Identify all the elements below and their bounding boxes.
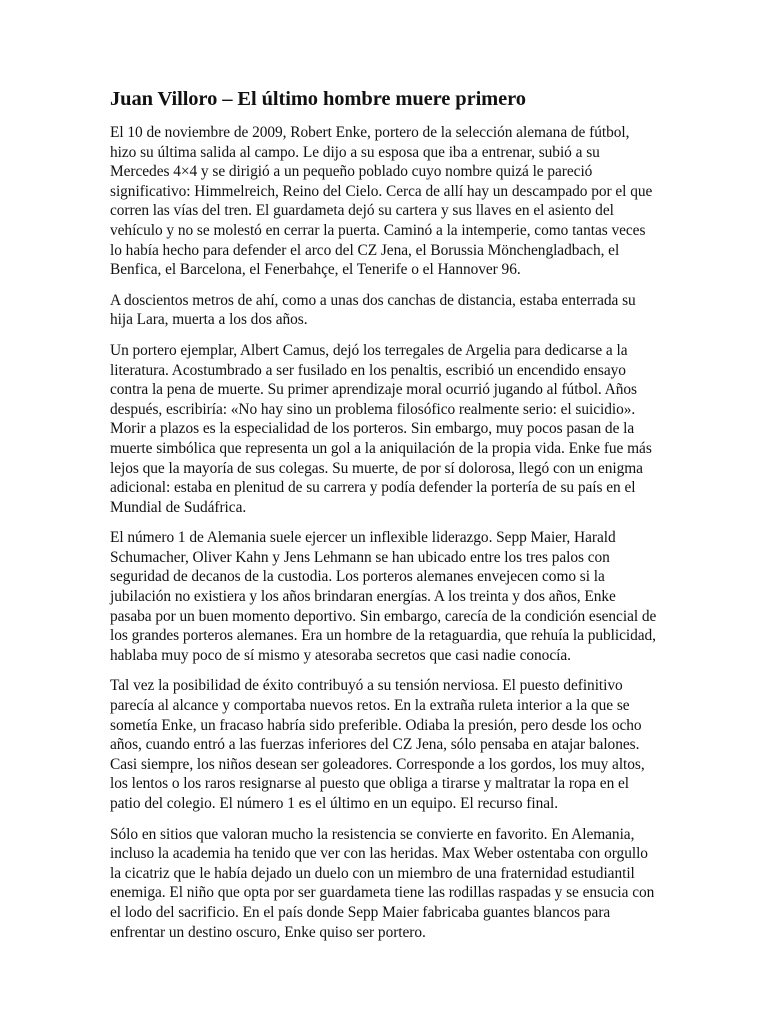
- paragraph-1: El 10 de noviembre de 2009, Robert Enke, portero de la selección alemana de fútbol, hizo su última salida al campo. Le dijo a su esposa que iba a entrenar, subió a su Mercedes 4×4 y se dirigió a un pequeño poblado cuyo nombre quizá le pareció significativo: Himmelreich, Reino del Cielo. Cerca de allí hay un descampado por el que corren las vías del tren. El guardameta dejó su cartera y sus llaves en el asiento del vehículo y no se molestó en cerrar la puerta. Caminó a la intemperie, como tantas veces lo había hecho para defender el arco del CZ Jena, el Borussia Mönchengladbach, el Benfica, el Barcelona, el Fenerbahçe, el Tenerife o el Hannover 96.: [110, 124, 653, 279]
- document-title: Juan Villoro – El último hombre muere primero: [110, 88, 526, 110]
- paragraph-2: A doscientos metros de ahí, como a unas dos canchas de distancia, estaba enterrada su hija Lara, muerta a los dos años.: [110, 291, 636, 329]
- paragraph-5: Tal vez la posibilidad de éxito contribuyó a su tensión nerviosa. El puesto definitivo parecía al alcance y comportaba nuevos retos. En la extraña ruleta interior a la que se sometía Enke, un fracaso habría sido preferible. Odiaba la presión, pero desde los ocho años, cuando entró a las fuerzas inferiores del CZ Jena, sólo pensaba en atajar balones. Casi siempre, los niños desean ser goleadores. Corresponde a los gordos, los muy altos, los lentos o los raros resignarse al puesto que obliga a tirarse y maltratar la ropa en el patio del colegio. El número 1 es el último en un equipo. El recurso final.: [110, 677, 645, 812]
- document-body: [110, 86, 658, 953]
- paragraph-6: Sólo en sitios que valoran mucho la resistencia se convierte en favorito. En Alemania, incluso la academia ha tenido que ver con las heridas. Max Weber ostentaba con orgullo la cicatriz que le había dejado un duelo con un miembro de una fraternidad estudiantil enemiga. El niño que opta por ser guardameta tiene las rodillas raspadas y se ensucia con el lodo del sacrificio. En el país donde Sepp Maier fabricaba guantes blancos para enfrentar un destino oscuro, Enke quiso ser portero.: [110, 825, 655, 941]
- paragraph-4: El número 1 de Alemania suele ejercer un inflexible liderazgo. Sepp Maier, Harald Schumacher, Oliver Kahn y Jens Lehmann se han ubicado entre los tres palos con seguridad de decanos de la custodia. Los porteros alemanes envejecen como si la jubilación no existiera y los años brindaran energías. A los treinta y dos años, Enke pasaba por un buen momento deportivo. Sin embargo, carecía de la condición esencial de los grandes porteros alemanes. Era un hombre de la retaguardia, que rehuía la publicidad, hablaba muy poco de sí mismo y atesoraba secretos que casi nadie conocía.: [110, 529, 657, 664]
- paragraph-3: Un portero ejemplar, Albert Camus, dejó los terregales de Argelia para dedicarse a la literatura. Acostumbrado a ser fusilado en los penaltis, escribió un encendido ensayo contra la pena de muerte. Su primer aprendizaje moral ocurrió jugando al fútbol. Años después, escribiría: «No hay sino un problema filosófico realmente serio: el suicidio». Morir a plazos es la especialidad de los porteros. Sin embargo, muy pocos pasan de la muerte simbólica que representa un gol a la aniquilación de la propia vida. Enke fue más lejos que la mayoría de sus colegas. Su muerte, de por sí dolorosa, llegó con un enigma adicional: estaba en plenitud de su carrera y podía defender la portería de su país en el Mundial de Sudáfrica.: [110, 341, 652, 516]
